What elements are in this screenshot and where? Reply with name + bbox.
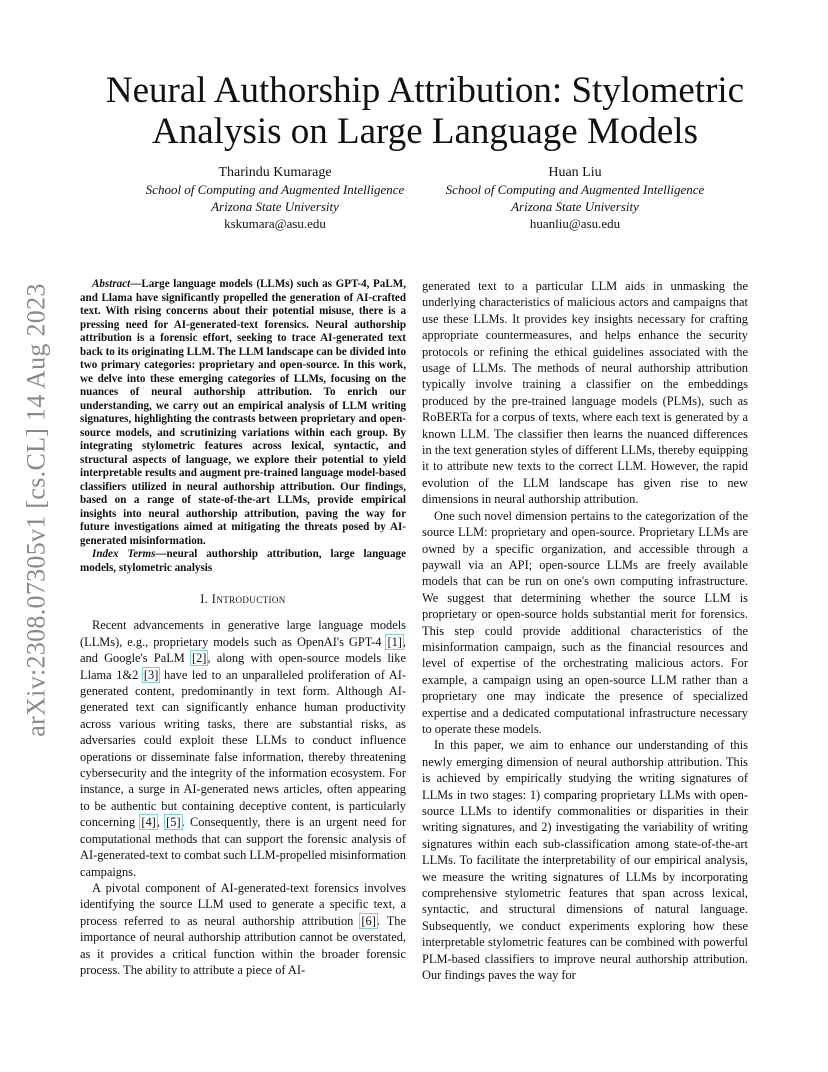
abstract-text: —Large language models (LLMs) such as GPT-4, PaLM, and Llama have significantly propelled the generation of AI-crafted text. With rising concerns about their potential misuse, there is a pressing need for AI-generated-text forensics. Neural authorship attribution is a forensic effort, seeking to trace AI-generated text back to its originating LLM. The LLM landscape can be divided into two primary categories: proprietary and open-source. In this work, we delve into these emerging categories of LLMs, focusing on the nuances of neural authorship attribution. To enrich our understanding, we carry out an empirical analysis of LLM writing signatures, highlighting the contrasts between proprietary and open-source models, and scrutinizing variations within each group. By integrating stylometric features across lexical, syntactic, and structural aspects of language, we explore their potential to yield interpretable results and augment pre-trained language model-based classifiers utilized in neural authorship attribution. Our findings, based on a range of state-of-the-art LLMs, provide empirical insights into neural authorship attribution, paving the way for future investigations aimed at mitigating the threats posed by AI-generated misinformation. <box>80 278 406 547</box>
author-block-2 <box>410 164 740 232</box>
author-institution: Arizona State University <box>511 199 639 214</box>
intro-paragraph-4: In this paper, we aim to enhance our understanding of this newly emerging dimension of neural authorship attribution. This is achieved by empirically studying the writing signatures of LLMs in two stages: 1) comparing proprietary LLMs with open-source LLMs to identify commonalities or disparities in their writing signatures, and 2) investigating the variability of writing signatures within each sub-classification among state-of-the-art LLMs. To facilitate the interpretability of our empirical analysis, we measure the writing signatures of LLMs by incorporating comprehensive stylometric features that span across lexical, syntactic, and structural dimensions of natural language. Subsequently, we conduct experiments exploring how these interpretable stylometric features can be combined with powerful PLM-based classifiers to improve neural authorship attribution. Our findings paves the way for <box>422 738 748 983</box>
citation-link[interactable]: [2] <box>191 651 207 666</box>
author-institution: Arizona State University <box>211 199 339 214</box>
citation-link[interactable]: [4] <box>141 815 156 830</box>
author-email[interactable]: huanliu@asu.edu <box>529 216 621 231</box>
paragraph-text: , along with open-source models like Llama 1&2 <box>80 651 406 682</box>
paragraph-text: have led to an unparalleled proliferation of AI-generated content, predominantly in text form. Although AI-generated text can significantly enhance human productivity across various writing tasks, there are substantial risks, as adversaries could exploit these LLMs to conduct influence operations or disseminate false information, thereby threatening cybersecurity and the integrity of the information ecosystem. For instance, a surge in AI-generated news articles, often appearing to be authentic but containing deceptive content, is particularly concerning <box>80 667 406 830</box>
paragraph-text: . The importance of neural authorship attribution cannot be overstated, as it provides a critical function within the broader forensic process. The ability to attribute a piece of AI- <box>80 913 406 977</box>
paper-title: Neural Authorship Attribution: Stylometric Analysis on Large Language Models <box>105 70 745 152</box>
author-name: Tharindu Kumarage <box>218 165 332 180</box>
author-affiliation: School of Computing and Augmented Intelligence <box>145 182 405 197</box>
right-column <box>422 278 748 983</box>
intro-paragraph-2 <box>80 880 406 978</box>
abstract <box>80 278 406 548</box>
abstract-label: Abstract <box>92 278 131 290</box>
paragraph-text: A pivotal component of AI-generated-text forensics involves identifying the source LLM used to generate a specific text, a process referred to as neural authorship attribution <box>80 880 406 928</box>
left-column <box>80 278 406 978</box>
intro-paragraph-2-continued: generated text to a particular LLM aids in unmasking the underlying characteristics of malicious actors and campaigns that use these LLMs. It provides key insights necessary for crafting appropriate countermeasures, and helps enhance the security protocols or refining the ethical guidelines associated with the usage of LLMs. The methods of neural authorship attribution typically involve training a classifier on the embeddings produced by the pre-trained language models (PLMs), such as RoBERTa for a corpus of texts, where each text is generated by a known LLM. The classifier then learns the nuanced differences in the text generation styles of different LLMs, thereby equipping it to attribute new texts to the correct LLM. However, the rapid evolution of the LLM landscape has given rise to new dimensions in neural authorship attribution. <box>422 279 748 507</box>
arxiv-stamp <box>22 285 52 735</box>
citation-link[interactable]: [3] <box>143 667 159 682</box>
index-terms <box>80 548 406 575</box>
citation-link[interactable]: [5] <box>166 815 181 830</box>
author-affiliation: School of Computing and Augmented Intelligence <box>445 182 705 197</box>
index-terms-label: Index Terms <box>92 548 156 560</box>
paragraph-text: , and Google's PaLM <box>80 634 406 666</box>
section-heading: I. Introduction <box>200 592 286 606</box>
citation-link[interactable]: [6] <box>361 913 376 928</box>
index-terms-text: —neural authorship attribution, large language models, stylometric analysis <box>80 548 406 574</box>
arxiv-identifier: arXiv:2308.07305v1 [cs.CL] 14 Aug 2023 <box>22 283 51 737</box>
paragraph-text: Recent advancements in generative large language models (LLMs), e.g., proprietary models such as OpenAI's GPT-4 <box>80 618 406 649</box>
intro-paragraph-3: One such novel dimension pertains to the categorization of the source LLM: proprietary and open-source. Proprietary LLMs are owned by a specific organization, and accessible through a paywall via an API; open-source LLMs are freely available models that can be run on one's own computing infrastructure. We suggest that determining whether the source LLM is proprietary or open-source holds substantial merit for forensics. This step could provide additional characteristics of the misinformation campaign, such as the financial resources and level of expertise of the orchestrating malicious actors. For example, a campaign using an open-source LLM rather than a proprietary one may indicate the presence of specialized expertise and a dedicated computational infrastructure necessary to operate these models. <box>422 508 748 736</box>
author-name: Huan Liu <box>548 165 602 180</box>
author-email[interactable]: kskumara@asu.edu <box>224 216 326 231</box>
intro-paragraph-1 <box>80 617 406 880</box>
author-block-1 <box>110 164 440 232</box>
paragraph-text: , <box>156 815 166 830</box>
paragraph-text: . Consequently, there is an urgent need for computational methods that can support the forensic analysis of AI-generated-text to combat such LLM-propelled misinformation campaigns. <box>80 815 406 879</box>
citation-link[interactable]: [1] <box>387 634 402 649</box>
